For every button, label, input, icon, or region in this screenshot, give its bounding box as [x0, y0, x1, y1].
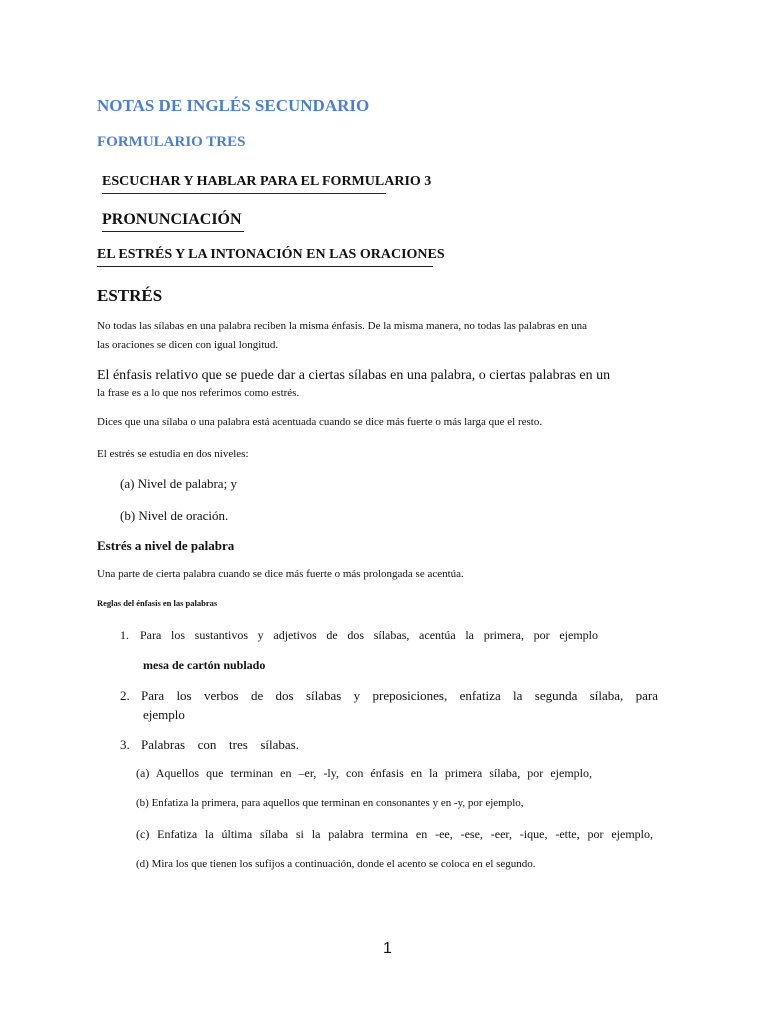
- word-level-heading: Estrés a nivel de palabra: [97, 538, 235, 553]
- rule-3-text: Palabras con tres sílabas.: [141, 737, 299, 752]
- level-a-item: (a) Nivel de palabra; y: [120, 476, 237, 491]
- paragraph-1-line-2: las oraciones se dicen con igual longitud.: [97, 339, 279, 351]
- stress-heading: ESTRÉS: [97, 286, 163, 305]
- paragraph-2-line-2: la frase es a lo que nos referimos como estrés.: [97, 387, 300, 399]
- rule-1-number: 1.: [120, 628, 129, 642]
- rule-2-line-1: Para los verbos de dos sílabas y preposiciones, enfatiza la segunda sílaba, para: [141, 688, 658, 703]
- paragraph-5: Una parte de cierta palabra cuando se dice más fuerte o más prolongada se acentúa.: [97, 568, 464, 580]
- page-number: 1: [383, 940, 392, 957]
- section-heading-underline: [102, 193, 386, 194]
- topic-heading: EL ESTRÉS Y LA INTONACIÓN EN LAS ORACIONES: [97, 247, 445, 262]
- paragraph-1-line-1: No todas las sílabas en una palabra reciben la misma énfasis. De la misma manera, no todas las palabras en una: [97, 320, 587, 332]
- rule-1-example: mesa de cartón nublado: [143, 658, 266, 672]
- document-title: NOTAS DE INGLÉS SECUNDARIO: [97, 96, 370, 115]
- rules-heading: Reglas del énfasis en las palabras: [97, 598, 218, 608]
- rule-3-item-d: (d) Mira los que tienen los sufijos a continuación, donde el acento se coloca en el segundo.: [136, 858, 536, 870]
- rule-3-number: 3.: [120, 737, 130, 752]
- topic-heading-underline: [97, 266, 433, 267]
- document-subtitle: FORMULARIO TRES: [97, 134, 246, 150]
- rule-3-item-b: (b) Enfatiza la primera, para aquellos que terminan en consonantes y en -y, por ejemplo,: [136, 797, 524, 809]
- level-b-item: (b) Nivel de oración.: [120, 508, 229, 523]
- pronunciation-heading-underline: [102, 231, 244, 232]
- section-heading: ESCUCHAR Y HABLAR PARA EL FORMULARIO 3: [102, 174, 432, 189]
- rule-2-line-2: ejemplo: [143, 707, 185, 722]
- paragraph-4: El estrés se estudia en dos niveles:: [97, 448, 249, 460]
- paragraph-3: Dices que una sílaba o una palabra está acentuada cuando se dice más fuerte o más larga que el resto.: [97, 416, 543, 428]
- pronunciation-heading: PRONUNCIACIÓN: [102, 211, 242, 228]
- paragraph-2-line-1: El énfasis relativo que se puede dar a ciertas sílabas en una palabra, o ciertas palabras en un: [97, 368, 611, 383]
- rule-2-number: 2.: [120, 688, 130, 703]
- rule-1-text: Para los sustantivos y adjetivos de dos sílabas, acentúa la primera, por ejemplo: [140, 628, 598, 642]
- rule-3-item-a: (a) Aquellos que terminan en –er, -ly, con énfasis en la primera sílaba, por ejemplo,: [136, 766, 592, 780]
- rule-3-item-c: (c) Enfatiza la última sílaba si la palabra termina en -ee, -ese, -eer, -ique, -ette, por ejemplo,: [136, 827, 653, 841]
